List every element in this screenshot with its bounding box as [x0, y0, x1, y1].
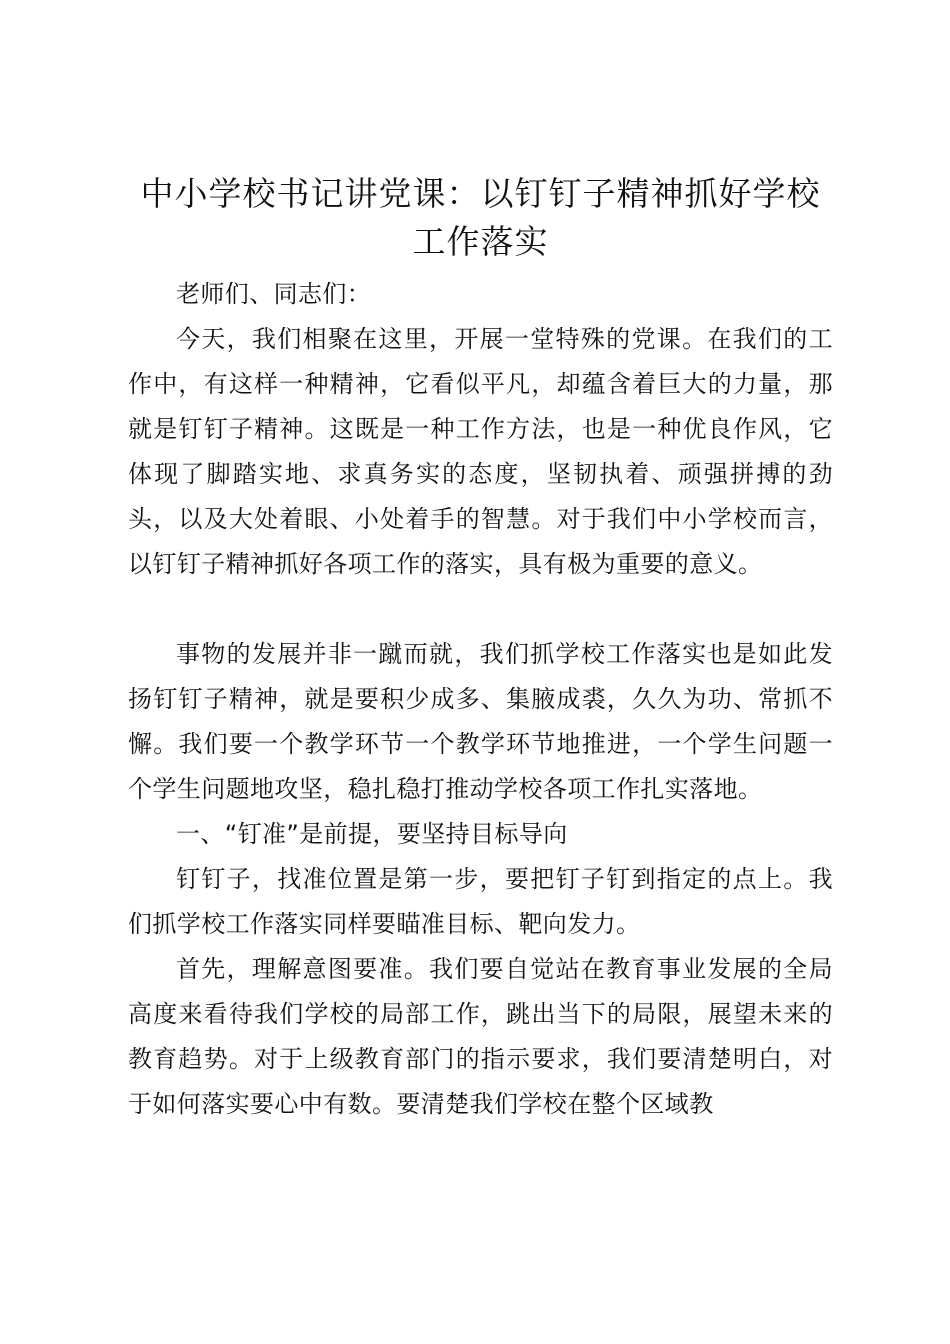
- document-title-line-2: 工作落实: [412, 222, 549, 261]
- body-paragraph-development: 事物的发展并非一蹴而就，我们抓学校工作落实也是如此发扬钉钉子精神，就是要积少成多、集腋成裘，久久为功、常抓不懈。我们要一个教学环节一个教学环节地推进，一个学生问题一个学生问题地攻坚，稳扎稳打推动学校各项工作扎实落地。: [128, 640, 833, 803]
- section-paragraph-positioning: 钉钉子，找准位置是第一步，要把钉子钉到指定的点上。我们抓学校工作落实同样要瞄准目标、靶向发力。: [128, 865, 833, 938]
- document-title: [128, 170, 833, 266]
- document-page: [128, 170, 833, 1127]
- section-heading: 一、“钉准”是前提，要坚持目标导向: [176, 820, 568, 848]
- document-title-line-1: 中小学校书记讲党课：以钉钉子精神抓好学校: [140, 174, 821, 213]
- section-paragraph-understanding: 首先，理解意图要准。我们要自觉站在教育事业发展的全局高度来看待我们学校的局部工作，跳出当下的局限，展望未来的教育趋势。对于上级教育部门的指示要求，我们要清楚明白，对于如何落实要心中有数。要清楚我们学校在整个区域教: [128, 955, 833, 1118]
- salutation: 老师们、同志们：: [176, 280, 372, 308]
- body-paragraph-intro: 今天，我们相聚在这里，开展一堂特殊的党课。在我们的工作中，有这样一种精神，它看似平凡，却蕴含着巨大的力量，那就是钉钉子精神。这既是一种工作方法，也是一种优良作风，它体现了脚踏实地、求真务实的态度，坚韧执着、顽强拼搏的劲头，以及大处着眼、小处着手的智慧。对于我们中小学校而言，以钉钉子精神抓好各项工作的落实，具有极为重要的意义。: [128, 325, 833, 578]
